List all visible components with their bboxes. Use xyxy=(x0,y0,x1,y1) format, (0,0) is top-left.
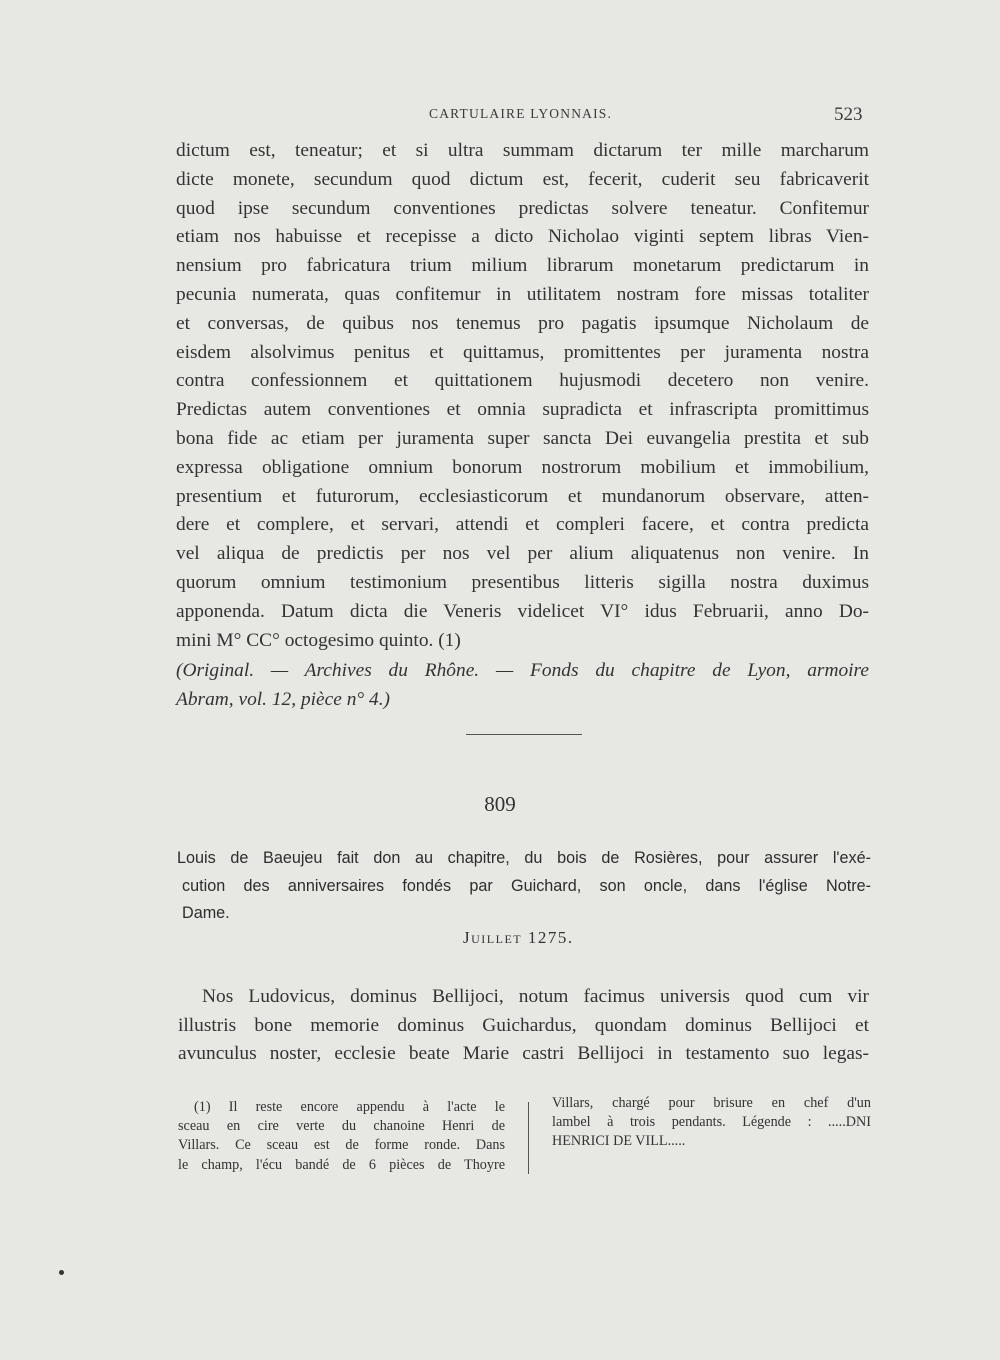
text-line: contra confessionnem et quittationem hujusmodi decetero non venire. xyxy=(176,370,869,392)
text-line: eisdem alsolvimus penitus et quittamus, promittentes per juramenta nostra xyxy=(176,341,869,363)
charter-text-continued xyxy=(176,137,869,655)
footnote-column-separator xyxy=(528,1102,529,1174)
footnote-line: sceau en cire verte du chanoine Henri de xyxy=(178,1118,505,1135)
source-line: (Original. — Archives du Rhône. — Fonds du chapitre de Lyon, armoire xyxy=(176,660,869,681)
text-line: apponenda. Datum dicta die Veneris videlicet VI° idus Februarii, anno Do- xyxy=(176,600,869,622)
text-line: bona fide ac etiam per juramenta super sancta Dei euvangelia prestita et sub xyxy=(176,427,869,449)
paper-speck xyxy=(59,1270,64,1275)
footnote-line: le champ, l'écu bandé de 6 pièces de Thoyre xyxy=(178,1156,505,1173)
text-line: dictum est, teneatur; et si ultra summam dictarum ter mille marcharum xyxy=(176,140,869,161)
running-head xyxy=(0,104,1000,128)
text-line: quod ipse secundum conventiones predictas solvere teneatur. Confitemur xyxy=(176,197,869,219)
text-line: dere et complere, et servari, attendi et compleri facere, et contra predicta xyxy=(176,514,869,536)
charter-text xyxy=(178,983,869,1069)
footnote-line: HENRICI DE VILL..... xyxy=(552,1133,686,1150)
text-line: illustris bone memorie dominus Guichardus, quondam dominus Bellijoci et xyxy=(178,1014,869,1036)
summary-line: Louis de Baeujeu fait don au chapitre, du bois de Rosières, pour assurer l'exé- xyxy=(177,849,871,867)
footnote-line: lambel à trois pendants. Légende : .....DNI xyxy=(552,1114,871,1131)
text-line: pecunia numerata, quas confitemur in utilitatem nostram fore missas totaliter xyxy=(176,283,869,305)
charter-summary xyxy=(177,845,871,928)
text-line: dicte monete, secundum quod dictum est, fecerit, cuderit seu fabricaverit xyxy=(176,168,869,190)
footnote-line: Villars, chargé pour brisure en chef d'un xyxy=(552,1095,871,1111)
text-line: expressa obligatione omnium bonorum nostrorum mobilium et immobilium, xyxy=(176,456,869,478)
source-note xyxy=(176,656,869,714)
text-line: quorum omnium testimonium presentibus litteris sigilla nostra duximus xyxy=(176,571,869,593)
footnote-column-right xyxy=(552,1094,871,1152)
summary-line: Dame. xyxy=(182,904,230,922)
summary-line: cution des anniversaires fondés par Guichard, son oncle, dans l'église Notre- xyxy=(182,876,871,895)
text-line: nensium pro fabricatura trium milium librarum monetarum predictarum in xyxy=(176,255,869,277)
text-line: Nos Ludovicus, dominus Bellijoci, notum facimus universis quod cum vir xyxy=(202,986,869,1007)
charter-date xyxy=(463,928,574,948)
text-line: et conversas, de quibus nos tenemus pro pagatis ipsumque Nicholaum de xyxy=(176,312,869,334)
section-divider xyxy=(466,734,582,735)
text-line: Predictas autem conventiones et omnia supradicta et infrascripta promittimus xyxy=(176,399,869,421)
text-line: vel aliqua de predictis per nos vel per alium aliquatenus non venire. In xyxy=(176,543,869,565)
text-line: mini M° CC° octogesimo quinto. (1) xyxy=(176,629,461,651)
charter-number: 809 xyxy=(484,792,516,816)
running-title: CARTULAIRE LYONNAIS. xyxy=(429,106,613,121)
footnotes xyxy=(178,1095,871,1178)
text-line: etiam nos habuisse et recepisse a dicto Nicholao viginti septem libras Vien- xyxy=(176,226,869,248)
footnote-line: (1) Il reste encore appendu à l'acte le xyxy=(194,1099,505,1115)
source-line: Abram, vol. 12, pièce n° 4.) xyxy=(176,689,390,710)
charter-date-text: Juillet 1275. xyxy=(463,928,574,947)
text-line: presentium et futurorum, ecclesiasticorum et mundanorum observare, atten- xyxy=(176,485,869,507)
page-number: 523 xyxy=(834,104,863,125)
footnote-column-left xyxy=(178,1098,505,1175)
footnote-line: Villars. Ce sceau est de forme ronde. Dans xyxy=(178,1137,505,1154)
text-line: avunculus noster, ecclesie beate Marie castri Bellijoci in testamento suo legas- xyxy=(178,1043,869,1065)
